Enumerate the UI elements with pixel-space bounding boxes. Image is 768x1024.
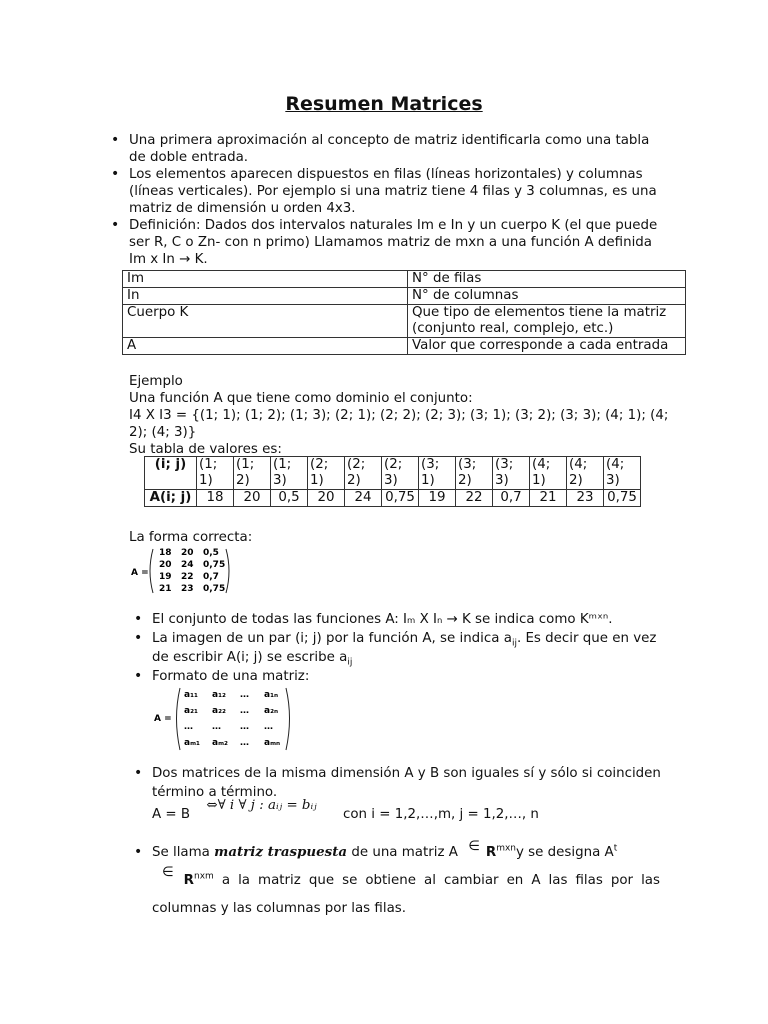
equality-formula (152, 798, 672, 823)
table-cell: (1; 2) (234, 457, 271, 490)
table-cell: In (123, 288, 408, 305)
table-row (123, 271, 686, 288)
right-paren-icon (226, 549, 229, 593)
matrix-cell: 23 (181, 584, 194, 594)
table-cell: 0,75 (382, 490, 419, 507)
matrix-a-example (131, 545, 241, 597)
matrix-cell: … (184, 722, 193, 732)
real-set: R (183, 873, 194, 888)
table-cell: (3; 1) (419, 457, 456, 490)
matrix-cell: … (240, 706, 249, 716)
matrix-cell: 20 (159, 560, 172, 570)
table-row (145, 490, 641, 507)
superscript: nxm (193, 871, 214, 882)
table-cell: 20 (234, 490, 271, 507)
bullet-text: . Es decir que en vez de escribir A(i; j) se escribe a (152, 631, 657, 665)
matrix-cell: a₁₂ (212, 690, 226, 700)
matrix-cell: aₘₙ (264, 738, 281, 748)
table-cell: 19 (419, 490, 456, 507)
table-cell: (2; 2) (345, 457, 382, 490)
matrix-cell: a₂ₙ (264, 706, 279, 716)
matrix-cell: a₂₂ (212, 706, 226, 716)
bullet-item: • Definición: Dados dos intervalos naturales Im e In y un cuerpo K (el que puede ser R, C o Zn- con n primo) Llamamos matriz de mxn a una función A definida Im x In → K. (107, 217, 667, 268)
matrix-notes-list (130, 610, 670, 686)
table-cell: (4; 2) (567, 457, 604, 490)
table-cell: Valor que corresponde a cada entrada (408, 338, 686, 355)
table-cell: (1; 3) (271, 457, 308, 490)
example-line: Una función A que tiene como dominio el conjunto: (129, 391, 473, 406)
values-table (144, 456, 641, 507)
matrix-cell: 22 (181, 572, 194, 582)
equality-condition: ⇔∀ i ∀ j : aᵢⱼ = bᵢⱼ (206, 798, 317, 813)
matrix-cell: 19 (159, 572, 172, 582)
table-row (123, 305, 686, 338)
table-cell: Im (123, 271, 408, 288)
example-heading: Ejemplo (129, 374, 183, 389)
matrix-cell: aₘ₂ (212, 738, 228, 748)
table-cell: (3; 2) (456, 457, 493, 490)
bullet-text: La imagen de un par (i; j) por la función A, se indica a (152, 631, 512, 646)
table-cell: A (123, 338, 408, 355)
bullet-item: • Formato de una matriz: (130, 667, 670, 686)
table-cell: 0,75 (604, 490, 641, 507)
matrix-cell: a₁ₙ (264, 690, 279, 700)
matrix-cell: … (240, 722, 249, 732)
matrix-cell: … (240, 738, 249, 748)
bullet-item: • Una primera aproximación al concepto de matriz identificarla como una tabla de doble entrada. (107, 132, 667, 166)
superscript: mxn (496, 843, 516, 854)
table-cell: 0,7 (493, 490, 530, 507)
element-of-icon: ∈ (468, 839, 480, 854)
definition-table (122, 270, 686, 355)
matrix-cell: aₘ₁ (184, 738, 200, 748)
table-cell: 0,5 (271, 490, 308, 507)
intro-bullet-list (107, 132, 667, 268)
matrix-cell: 21 (159, 584, 172, 594)
table-cell: (4; 1) (530, 457, 567, 490)
matrix-cell: a₁₁ (184, 690, 198, 700)
table-cell: 18 (197, 490, 234, 507)
right-paren-icon (286, 688, 290, 750)
table-cell: Cuerpo K (123, 305, 408, 338)
matrix-cell: 0,75 (203, 560, 226, 570)
term-emphasis: matriz traspuesta (214, 844, 348, 860)
table-cell: 21 (530, 490, 567, 507)
matrix-cell: 20 (181, 548, 194, 558)
format-matrix (154, 684, 294, 759)
forma-correcta-label: La forma correcta: (129, 530, 253, 545)
table-cell: 24 (345, 490, 382, 507)
bullet-item (130, 838, 660, 923)
matrix-cell: a₂₁ (184, 706, 198, 716)
left-paren-icon (177, 688, 181, 750)
table-cell: 20 (308, 490, 345, 507)
matrix-cell: 0,75 (203, 584, 226, 594)
matrix-cell: … (264, 722, 273, 732)
matrix-cell: … (212, 722, 221, 732)
table-cell: 23 (567, 490, 604, 507)
real-set: R (485, 845, 497, 860)
table-cell: (2; 1) (308, 457, 345, 490)
example-line: Su tabla de valores es: (129, 442, 282, 457)
table-header-cell: (i; j) (145, 457, 197, 490)
subscript: ij (347, 657, 353, 668)
bullet-item: • Dos matrices de la misma dimensión A y B son iguales sí y sólo si coinciden término a término. (130, 764, 670, 802)
page-title: Resumen Matrices (285, 93, 483, 115)
format-matrix-svg (154, 684, 294, 754)
table-cell: (3; 3) (493, 457, 530, 490)
bullet-text: de una matriz A (347, 845, 463, 860)
matrix-cell: 0,5 (203, 548, 219, 558)
subscript: ij (511, 638, 517, 649)
left-paren-icon (150, 549, 153, 593)
table-row (145, 457, 641, 490)
matrix-cell: 24 (181, 560, 194, 570)
matrix-cell: 18 (159, 548, 172, 558)
bullet-text: y se designa A (516, 845, 614, 860)
table-cell: N° de filas (408, 271, 686, 288)
equality-list (130, 764, 670, 802)
superscript: t (613, 843, 618, 854)
bullet-text: Se llama (152, 845, 215, 860)
bullet-item: • Los elementos aparecen dispuestos en filas (líneas horizontales) y columnas (líneas verticales). Por ejemplo si una matriz tiene 4 filas y 3 columnas, es una matriz de dimensión u orden 4x3. (107, 166, 667, 217)
example-domain: I4 X I3 = {(1; 1); (1; 2); (1; 3); (2; 1); (2; 2); (2; 3); (3; 1); (3; 2); (3; 3); (4; 1); (4; 2); (4; 3)} (129, 408, 669, 440)
transpose-list (130, 838, 660, 923)
table-cell: (4; 3) (604, 457, 641, 490)
table-cell: Que tipo de elementos tiene la matriz (conjunto real, complejo, etc.) (408, 305, 686, 338)
matrix-a-svg (131, 545, 241, 597)
example-section (129, 373, 669, 458)
table-cell: (1; 1) (197, 457, 234, 490)
bullet-item (130, 629, 670, 667)
table-header-cell: A(i; j) (145, 490, 197, 507)
bullet-item: • El conjunto de todas las funciones A: Iₘ X Iₙ → K se indica como Kᵐˣⁿ. (130, 610, 670, 629)
table-row (123, 338, 686, 355)
bullet-text: a la matriz que se obtiene al cambiar en A las filas por las columnas y las columnas por las filas. (152, 873, 660, 916)
matrix-cell: 0,7 (203, 572, 219, 582)
equality-range: con i = 1,2,…,m, j = 1,2,…, n (343, 807, 539, 822)
equality-lhs: A = B (152, 807, 191, 822)
table-cell: 22 (456, 490, 493, 507)
element-of-icon: ∈ (162, 865, 174, 880)
table-cell: (2; 3) (382, 457, 419, 490)
matrix-label: A = (131, 568, 149, 578)
table-cell: N° de columnas (408, 288, 686, 305)
table-row (123, 288, 686, 305)
matrix-label: A = (154, 714, 172, 724)
matrix-cell: … (240, 690, 249, 700)
